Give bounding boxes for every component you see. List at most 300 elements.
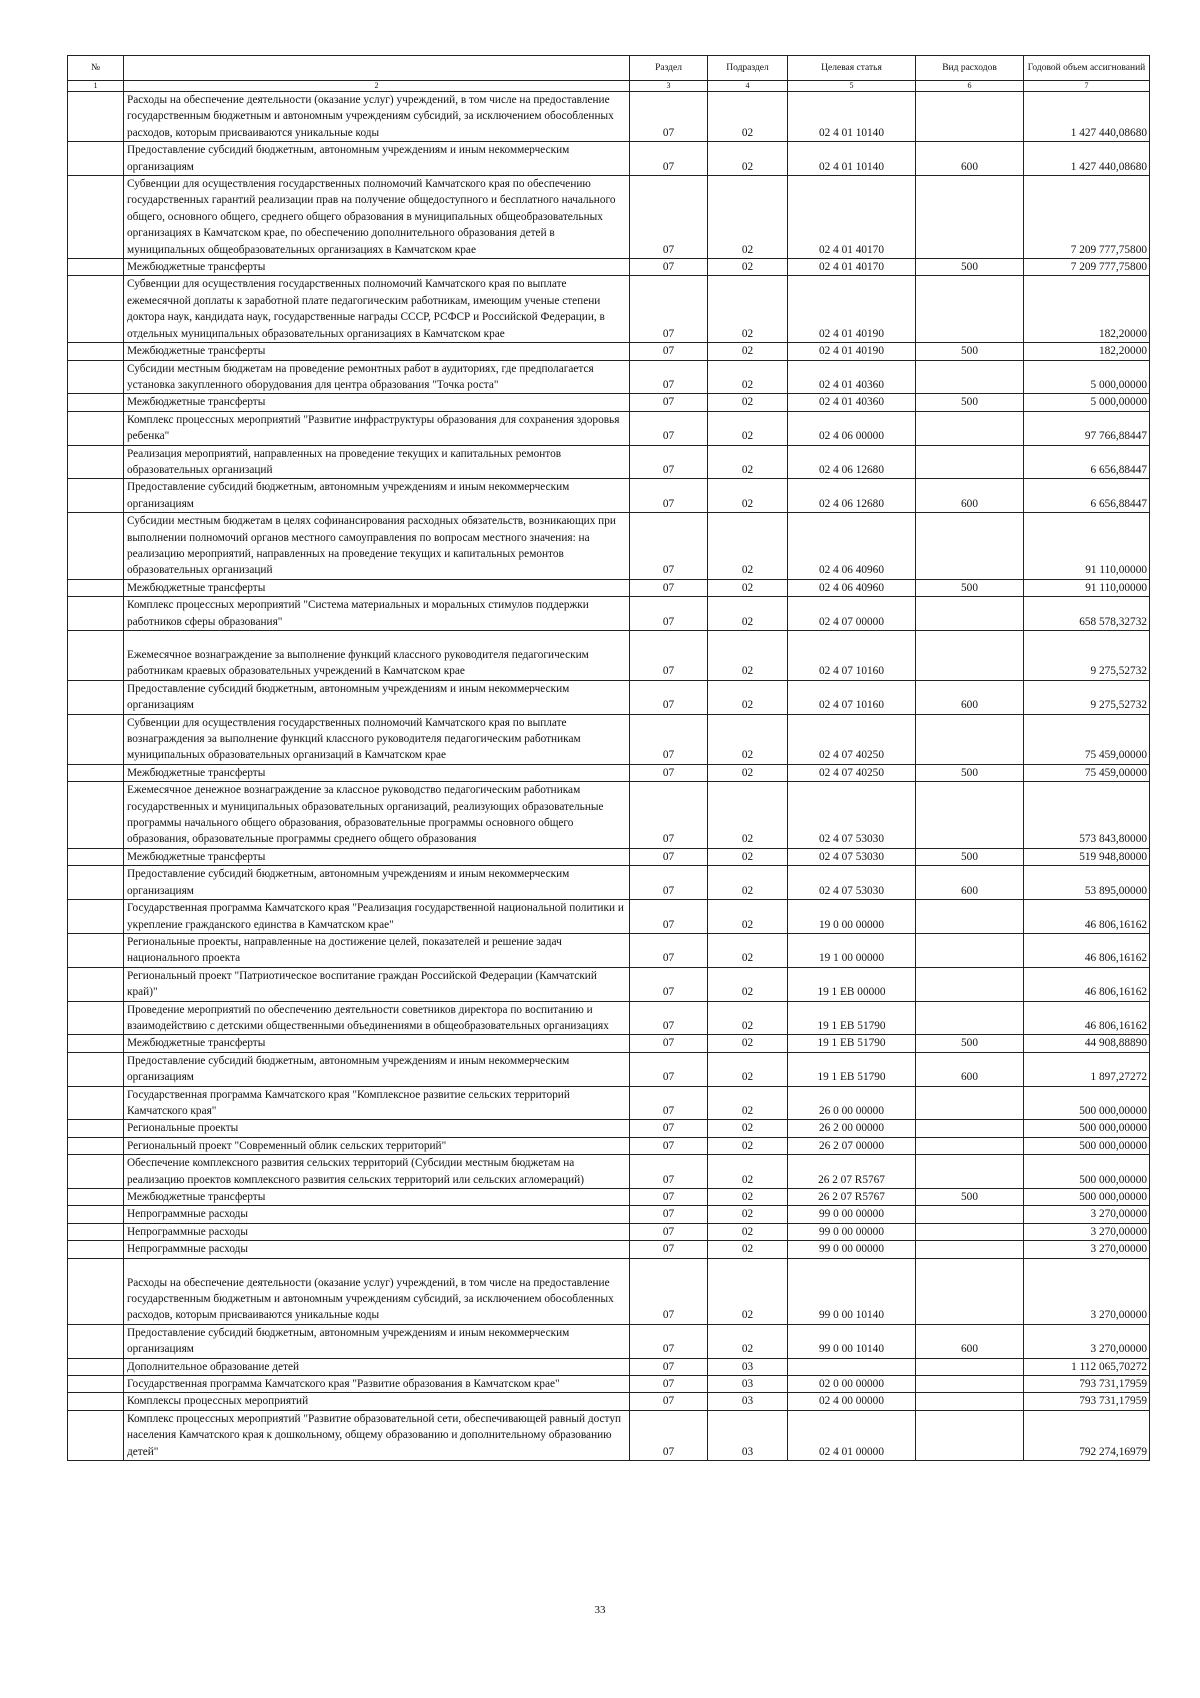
row-number bbox=[68, 1223, 124, 1240]
row-podrazdel: 02 bbox=[708, 394, 788, 411]
row-target-code: 02 4 07 53030 bbox=[788, 848, 916, 865]
row-podrazdel: 02 bbox=[708, 92, 788, 142]
row-razdel: 07 bbox=[630, 764, 708, 781]
row-amount: 792 274,16979 bbox=[1024, 1410, 1150, 1460]
row-target-code: 02 4 01 40360 bbox=[788, 360, 916, 394]
row-podrazdel: 02 bbox=[708, 900, 788, 934]
row-target-code: 02 4 06 00000 bbox=[788, 411, 916, 445]
table-row bbox=[68, 933, 1150, 967]
row-number bbox=[68, 1137, 124, 1154]
table-row bbox=[68, 680, 1150, 714]
row-razdel: 07 bbox=[630, 714, 708, 764]
row-name: Межбюджетные трансферты bbox=[124, 848, 630, 865]
row-podrazdel: 02 bbox=[708, 1324, 788, 1358]
row-expense-type: 600 bbox=[916, 479, 1024, 513]
row-amount: 500 000,00000 bbox=[1024, 1086, 1150, 1120]
row-target-code: 02 4 01 10140 bbox=[788, 142, 916, 176]
header-celevaya: Целевая статья bbox=[788, 56, 916, 81]
row-name: Региональный проект "Современный облик сельских территорий" bbox=[124, 1137, 630, 1154]
row-name: Непрограммные расходы bbox=[124, 1223, 630, 1240]
row-razdel: 07 bbox=[630, 597, 708, 631]
row-expense-type bbox=[916, 1410, 1024, 1460]
row-amount: 46 806,16162 bbox=[1024, 1001, 1150, 1035]
table-row bbox=[68, 1324, 1150, 1358]
row-expense-type bbox=[916, 631, 1024, 681]
row-number bbox=[68, 597, 124, 631]
table-row bbox=[68, 259, 1150, 276]
row-target-code: 19 1 ЕВ 51790 bbox=[788, 1035, 916, 1052]
row-name: Ежемесячное вознаграждение за выполнение функций классного руководителя педагогическим работникам краевых образовательных учреждений в Камчатском крае bbox=[124, 631, 630, 681]
row-amount: 6 656,88447 bbox=[1024, 479, 1150, 513]
row-number bbox=[68, 933, 124, 967]
row-razdel: 07 bbox=[630, 1001, 708, 1035]
row-expense-type: 600 bbox=[916, 1324, 1024, 1358]
row-razdel: 07 bbox=[630, 343, 708, 360]
row-expense-type: 500 bbox=[916, 848, 1024, 865]
row-amount: 91 110,00000 bbox=[1024, 579, 1150, 596]
row-podrazdel: 02 bbox=[708, 1035, 788, 1052]
row-number bbox=[68, 631, 124, 681]
row-razdel: 07 bbox=[630, 1155, 708, 1189]
row-razdel: 07 bbox=[630, 360, 708, 394]
row-number bbox=[68, 1324, 124, 1358]
row-target-code: 02 4 06 12680 bbox=[788, 479, 916, 513]
row-podrazdel: 02 bbox=[708, 597, 788, 631]
row-number bbox=[68, 1001, 124, 1035]
column-index: 7 bbox=[1024, 81, 1150, 92]
row-expense-type bbox=[916, 597, 1024, 631]
row-target-code: 02 4 07 00000 bbox=[788, 597, 916, 631]
row-amount: 500 000,00000 bbox=[1024, 1155, 1150, 1189]
row-razdel: 07 bbox=[630, 92, 708, 142]
table-row bbox=[68, 1001, 1150, 1035]
table-row bbox=[68, 900, 1150, 934]
table-row bbox=[68, 631, 1150, 681]
page-number: 33 bbox=[594, 1604, 606, 1616]
row-number bbox=[68, 1393, 124, 1410]
row-name: Комплексы процессных мероприятий bbox=[124, 1393, 630, 1410]
row-target-code: 02 4 01 40360 bbox=[788, 394, 916, 411]
row-podrazdel: 02 bbox=[708, 411, 788, 445]
row-expense-type bbox=[916, 782, 1024, 849]
row-razdel: 07 bbox=[630, 176, 708, 259]
row-podrazdel: 02 bbox=[708, 631, 788, 681]
row-podrazdel: 02 bbox=[708, 1223, 788, 1240]
row-name: Государственная программа Камчатского края "Комплексное развитие сельских территорий Камчатского края" bbox=[124, 1086, 630, 1120]
row-number bbox=[68, 848, 124, 865]
row-podrazdel: 02 bbox=[708, 276, 788, 343]
column-index: 2 bbox=[124, 81, 630, 92]
row-name: Межбюджетные трансферты bbox=[124, 343, 630, 360]
header-row bbox=[68, 56, 1150, 81]
row-expense-type bbox=[916, 445, 1024, 479]
row-expense-type: 600 bbox=[916, 1052, 1024, 1086]
row-target-code: 99 0 00 10140 bbox=[788, 1258, 916, 1324]
row-podrazdel: 02 bbox=[708, 714, 788, 764]
row-amount: 75 459,00000 bbox=[1024, 764, 1150, 781]
row-podrazdel: 02 bbox=[708, 782, 788, 849]
row-name: Дополнительное образование детей bbox=[124, 1358, 630, 1375]
row-number bbox=[68, 866, 124, 900]
row-target-code: 02 4 07 40250 bbox=[788, 764, 916, 781]
row-razdel: 07 bbox=[630, 866, 708, 900]
table-row bbox=[68, 848, 1150, 865]
row-number bbox=[68, 714, 124, 764]
row-expense-type: 500 bbox=[916, 1189, 1024, 1206]
row-razdel: 07 bbox=[630, 1376, 708, 1393]
row-number bbox=[68, 1376, 124, 1393]
row-name: Предоставление субсидий бюджетным, автономным учреждениям и иным некоммерческим организациям bbox=[124, 866, 630, 900]
row-expense-type bbox=[916, 1241, 1024, 1258]
row-number bbox=[68, 394, 124, 411]
row-razdel: 07 bbox=[630, 1035, 708, 1052]
row-target-code: 26 2 07 00000 bbox=[788, 1137, 916, 1154]
row-amount: 9 275,52732 bbox=[1024, 631, 1150, 681]
row-expense-type bbox=[916, 933, 1024, 967]
row-target-code: 02 4 01 40170 bbox=[788, 176, 916, 259]
row-expense-type bbox=[916, 1206, 1024, 1223]
budget-sheet bbox=[67, 55, 1149, 1461]
row-expense-type: 500 bbox=[916, 764, 1024, 781]
table-row bbox=[68, 1376, 1150, 1393]
row-name: Предоставление субсидий бюджетным, автономным учреждениям и иным некоммерческим организациям bbox=[124, 479, 630, 513]
row-target-code bbox=[788, 1358, 916, 1375]
row-name: Межбюджетные трансферты bbox=[124, 764, 630, 781]
row-expense-type bbox=[916, 92, 1024, 142]
row-razdel: 07 bbox=[630, 933, 708, 967]
row-podrazdel: 02 bbox=[708, 1086, 788, 1120]
row-name: Расходы на обеспечение деятельности (оказание услуг) учреждений, в том числе на предоставление государственным бюджетным и автономным учреждениям субсидий, за исключением обособленных расходов, которым присваиваются уникальные коды bbox=[124, 1258, 630, 1324]
row-expense-type bbox=[916, 1137, 1024, 1154]
row-expense-type bbox=[916, 176, 1024, 259]
row-podrazdel: 02 bbox=[708, 1206, 788, 1223]
row-target-code: 02 4 07 53030 bbox=[788, 866, 916, 900]
row-number bbox=[68, 360, 124, 394]
row-number bbox=[68, 579, 124, 596]
row-expense-type bbox=[916, 1155, 1024, 1189]
row-razdel: 07 bbox=[630, 1137, 708, 1154]
row-name: Обеспечение комплексного развития сельских территорий (Субсидии местным бюджетам на реализацию проектов комплексного развития сельских территорий или сельских агломераций) bbox=[124, 1155, 630, 1189]
header-no: № bbox=[68, 56, 124, 81]
row-number bbox=[68, 259, 124, 276]
row-number bbox=[68, 764, 124, 781]
row-name: Межбюджетные трансферты bbox=[124, 1035, 630, 1052]
header-name bbox=[124, 56, 630, 81]
row-expense-type bbox=[916, 411, 1024, 445]
row-number bbox=[68, 513, 124, 580]
row-name: Межбюджетные трансферты bbox=[124, 1189, 630, 1206]
row-expense-type bbox=[916, 1223, 1024, 1240]
row-amount: 5 000,00000 bbox=[1024, 360, 1150, 394]
row-podrazdel: 02 bbox=[708, 967, 788, 1001]
table-row bbox=[68, 513, 1150, 580]
column-index: 6 bbox=[916, 81, 1024, 92]
row-target-code: 02 0 00 00000 bbox=[788, 1376, 916, 1393]
header-podrazdel: Подраздел bbox=[708, 56, 788, 81]
row-name: Предоставление субсидий бюджетным, автономным учреждениям и иным некоммерческим организациям bbox=[124, 1324, 630, 1358]
row-name: Реализация мероприятий, направленных на проведение текущих и капитальных ремонтов образовательных организаций bbox=[124, 445, 630, 479]
row-podrazdel: 02 bbox=[708, 513, 788, 580]
row-amount: 9 275,52732 bbox=[1024, 680, 1150, 714]
row-amount: 519 948,80000 bbox=[1024, 848, 1150, 865]
row-name: Непрограммные расходы bbox=[124, 1206, 630, 1223]
row-number bbox=[68, 176, 124, 259]
row-expense-type: 500 bbox=[916, 259, 1024, 276]
row-amount: 97 766,88447 bbox=[1024, 411, 1150, 445]
table-row bbox=[68, 782, 1150, 849]
row-target-code: 02 4 06 40960 bbox=[788, 579, 916, 596]
row-amount: 1 897,27272 bbox=[1024, 1052, 1150, 1086]
row-name: Расходы на обеспечение деятельности (оказание услуг) учреждений, в том числе на предоставление государственным бюджетным и автономным учреждениям субсидий, за исключением обособленных расходов, которым присваиваются уникальные коды bbox=[124, 92, 630, 142]
table-row bbox=[68, 967, 1150, 1001]
row-target-code: 19 1 ЕВ 51790 bbox=[788, 1052, 916, 1086]
row-razdel: 07 bbox=[630, 782, 708, 849]
row-target-code: 02 4 07 10160 bbox=[788, 680, 916, 714]
row-razdel: 07 bbox=[630, 1258, 708, 1324]
row-podrazdel: 02 bbox=[708, 579, 788, 596]
row-expense-type: 600 bbox=[916, 680, 1024, 714]
row-razdel: 07 bbox=[630, 1120, 708, 1137]
row-expense-type bbox=[916, 1393, 1024, 1410]
row-razdel: 07 bbox=[630, 276, 708, 343]
row-target-code: 02 4 07 40250 bbox=[788, 714, 916, 764]
table-row bbox=[68, 360, 1150, 394]
row-expense-type bbox=[916, 714, 1024, 764]
row-name: Региональный проект "Патриотическое воспитание граждан Российской Федерации (Камчатский край)" bbox=[124, 967, 630, 1001]
table-row bbox=[68, 1035, 1150, 1052]
row-podrazdel: 02 bbox=[708, 866, 788, 900]
table-row bbox=[68, 1258, 1150, 1324]
row-podrazdel: 02 bbox=[708, 1241, 788, 1258]
row-amount: 5 000,00000 bbox=[1024, 394, 1150, 411]
row-number bbox=[68, 445, 124, 479]
row-target-code: 99 0 00 00000 bbox=[788, 1223, 916, 1240]
row-podrazdel: 02 bbox=[708, 933, 788, 967]
row-podrazdel: 02 bbox=[708, 142, 788, 176]
row-expense-type bbox=[916, 1376, 1024, 1393]
row-podrazdel: 02 bbox=[708, 259, 788, 276]
row-target-code: 02 4 07 53030 bbox=[788, 782, 916, 849]
row-target-code: 26 2 07 R5767 bbox=[788, 1189, 916, 1206]
row-target-code: 19 1 00 00000 bbox=[788, 933, 916, 967]
row-name: Предоставление субсидий бюджетным, автономным учреждениям и иным некоммерческим организациям bbox=[124, 142, 630, 176]
row-amount: 3 270,00000 bbox=[1024, 1258, 1150, 1324]
row-podrazdel: 02 bbox=[708, 176, 788, 259]
header-razdel: Раздел bbox=[630, 56, 708, 81]
row-razdel: 07 bbox=[630, 1410, 708, 1460]
table-row bbox=[68, 1052, 1150, 1086]
row-name: Проведение мероприятий по обеспечению деятельности советников директора по воспитанию и взаимодействию с детскими общественными объединениями в общеобразовательных организациях bbox=[124, 1001, 630, 1035]
row-number bbox=[68, 1206, 124, 1223]
row-amount: 500 000,00000 bbox=[1024, 1120, 1150, 1137]
column-index: 3 bbox=[630, 81, 708, 92]
row-razdel: 07 bbox=[630, 848, 708, 865]
row-target-code: 02 4 01 40190 bbox=[788, 343, 916, 360]
row-target-code: 02 4 06 40960 bbox=[788, 513, 916, 580]
row-number bbox=[68, 680, 124, 714]
row-razdel: 07 bbox=[630, 1086, 708, 1120]
row-amount: 658 578,32732 bbox=[1024, 597, 1150, 631]
row-podrazdel: 03 bbox=[708, 1376, 788, 1393]
row-target-code: 02 4 01 40170 bbox=[788, 259, 916, 276]
row-target-code: 99 0 00 10140 bbox=[788, 1324, 916, 1358]
table-row bbox=[68, 1155, 1150, 1189]
row-razdel: 07 bbox=[630, 513, 708, 580]
table-row bbox=[68, 1120, 1150, 1137]
table-row bbox=[68, 714, 1150, 764]
row-number bbox=[68, 1155, 124, 1189]
row-target-code: 26 2 00 00000 bbox=[788, 1120, 916, 1137]
row-razdel: 07 bbox=[630, 1324, 708, 1358]
row-name: Субвенции для осуществления государственных полномочий Камчатского края по обеспечению государственных гарантий реализации прав на получение общедоступного и бесплатного начального общего, основного общего, среднего общего образования в муниципальных общеобразовательных организациях в Камчатском крае, по обеспечению дополнительного образования детей в муниципальных общеобразовательных организациях в Камчатском крае bbox=[124, 176, 630, 259]
row-podrazdel: 02 bbox=[708, 680, 788, 714]
row-podrazdel: 02 bbox=[708, 360, 788, 394]
row-razdel: 07 bbox=[630, 142, 708, 176]
row-amount: 182,20000 bbox=[1024, 343, 1150, 360]
row-razdel: 07 bbox=[630, 680, 708, 714]
row-expense-type: 600 bbox=[916, 866, 1024, 900]
row-name: Межбюджетные трансферты bbox=[124, 259, 630, 276]
row-razdel: 07 bbox=[630, 1223, 708, 1240]
row-name: Региональные проекты bbox=[124, 1120, 630, 1137]
row-razdel: 07 bbox=[630, 1358, 708, 1375]
row-amount: 3 270,00000 bbox=[1024, 1324, 1150, 1358]
row-podrazdel: 02 bbox=[708, 343, 788, 360]
row-expense-type: 600 bbox=[916, 142, 1024, 176]
row-name: Субсидии местным бюджетам на проведение ремонтных работ в аудиториях, где предполагается установка закупленного оборудования для центра образования "Точка роста" bbox=[124, 360, 630, 394]
table-row bbox=[68, 1410, 1150, 1460]
row-razdel: 07 bbox=[630, 411, 708, 445]
row-name: Субвенции для осуществления государственных полномочий Камчатского края по выплате вознаграждения за выполнение функций классного руководителя педагогическим работникам муниципальных образовательных организаций в Камчатском крае bbox=[124, 714, 630, 764]
row-number bbox=[68, 1241, 124, 1258]
table-row bbox=[68, 411, 1150, 445]
row-name: Комплекс процессных мероприятий "Развитие инфраструктуры образования для сохранения здоровья ребенка" bbox=[124, 411, 630, 445]
row-amount: 53 895,00000 bbox=[1024, 866, 1150, 900]
row-expense-type bbox=[916, 360, 1024, 394]
budget-table bbox=[67, 55, 1150, 1461]
row-number bbox=[68, 343, 124, 360]
row-amount: 182,20000 bbox=[1024, 276, 1150, 343]
row-amount: 1 427 440,08680 bbox=[1024, 92, 1150, 142]
table-row bbox=[68, 579, 1150, 596]
row-expense-type bbox=[916, 1358, 1024, 1375]
row-name: Субвенции для осуществления государственных полномочий Камчатского края по выплате ежемесячной доплаты к заработной плате педагогическим работникам, имеющим ученые степени доктора наук, кандидата наук, государственные награды СССР, РСФСР и Российской Федерации, в отдельных муниципальных образовательных организациях в Камчатском крае bbox=[124, 276, 630, 343]
row-number bbox=[68, 1035, 124, 1052]
row-razdel: 07 bbox=[630, 1206, 708, 1223]
row-amount: 3 270,00000 bbox=[1024, 1241, 1150, 1258]
header-vid: Вид расходов bbox=[916, 56, 1024, 81]
table-body bbox=[68, 92, 1150, 1461]
row-podrazdel: 03 bbox=[708, 1358, 788, 1375]
row-amount: 7 209 777,75800 bbox=[1024, 259, 1150, 276]
row-amount: 3 270,00000 bbox=[1024, 1206, 1150, 1223]
table-row bbox=[68, 343, 1150, 360]
row-podrazdel: 02 bbox=[708, 445, 788, 479]
row-number bbox=[68, 276, 124, 343]
row-name: Предоставление субсидий бюджетным, автономным учреждениям и иным некоммерческим организациям bbox=[124, 1052, 630, 1086]
table-row bbox=[68, 764, 1150, 781]
row-razdel: 07 bbox=[630, 479, 708, 513]
row-razdel: 07 bbox=[630, 394, 708, 411]
row-amount: 1 427 440,08680 bbox=[1024, 142, 1150, 176]
row-number bbox=[68, 1410, 124, 1460]
row-amount: 793 731,17959 bbox=[1024, 1376, 1150, 1393]
row-target-code: 19 1 ЕВ 00000 bbox=[788, 967, 916, 1001]
row-podrazdel: 02 bbox=[708, 1189, 788, 1206]
row-name: Предоставление субсидий бюджетным, автономным учреждениям и иным некоммерческим организациям bbox=[124, 680, 630, 714]
row-expense-type bbox=[916, 1086, 1024, 1120]
row-razdel: 07 bbox=[630, 259, 708, 276]
table-row bbox=[68, 394, 1150, 411]
row-amount: 6 656,88447 bbox=[1024, 445, 1150, 479]
row-number bbox=[68, 900, 124, 934]
row-target-code: 26 2 07 R5767 bbox=[788, 1155, 916, 1189]
row-name: Комплекс процессных мероприятий "Система материальных и моральных стимулов поддержки работников сферы образования" bbox=[124, 597, 630, 631]
row-expense-type bbox=[916, 900, 1024, 934]
row-expense-type bbox=[916, 513, 1024, 580]
row-podrazdel: 02 bbox=[708, 479, 788, 513]
table-row bbox=[68, 176, 1150, 259]
column-index: 5 bbox=[788, 81, 916, 92]
row-number bbox=[68, 1189, 124, 1206]
row-number bbox=[68, 1258, 124, 1324]
row-target-code: 19 1 ЕВ 51790 bbox=[788, 1001, 916, 1035]
row-podrazdel: 02 bbox=[708, 1155, 788, 1189]
row-amount: 3 270,00000 bbox=[1024, 1223, 1150, 1240]
row-expense-type: 500 bbox=[916, 343, 1024, 360]
row-podrazdel: 02 bbox=[708, 764, 788, 781]
row-podrazdel: 03 bbox=[708, 1410, 788, 1460]
row-target-code: 02 4 01 40190 bbox=[788, 276, 916, 343]
row-podrazdel: 03 bbox=[708, 1393, 788, 1410]
row-target-code: 99 0 00 00000 bbox=[788, 1206, 916, 1223]
table-row bbox=[68, 445, 1150, 479]
table-row bbox=[68, 276, 1150, 343]
row-number bbox=[68, 1086, 124, 1120]
row-name: Непрограммные расходы bbox=[124, 1241, 630, 1258]
row-razdel: 07 bbox=[630, 1393, 708, 1410]
row-podrazdel: 02 bbox=[708, 1258, 788, 1324]
row-amount: 500 000,00000 bbox=[1024, 1137, 1150, 1154]
table-row bbox=[68, 479, 1150, 513]
table-row bbox=[68, 866, 1150, 900]
row-target-code: 26 0 00 00000 bbox=[788, 1086, 916, 1120]
table-row bbox=[68, 1223, 1150, 1240]
row-target-code: 02 4 01 00000 bbox=[788, 1410, 916, 1460]
row-podrazdel: 02 bbox=[708, 848, 788, 865]
table-row bbox=[68, 1137, 1150, 1154]
table-row bbox=[68, 1086, 1150, 1120]
table-row bbox=[68, 1189, 1150, 1206]
row-number bbox=[68, 1120, 124, 1137]
row-name: Государственная программа Камчатского края "Реализация государственной национальной политики и укрепление гражданского единства в Камчатском крае" bbox=[124, 900, 630, 934]
row-number bbox=[68, 1052, 124, 1086]
table-row bbox=[68, 92, 1150, 142]
row-name: Межбюджетные трансферты bbox=[124, 394, 630, 411]
row-razdel: 07 bbox=[630, 900, 708, 934]
column-index: 1 bbox=[68, 81, 124, 92]
row-razdel: 07 bbox=[630, 445, 708, 479]
table-row bbox=[68, 597, 1150, 631]
row-number bbox=[68, 1358, 124, 1375]
header-obyem: Годовой объем ассигнований bbox=[1024, 56, 1150, 81]
row-name: Региональные проекты, направленные на достижение целей, показателей и решение задач национального проекта bbox=[124, 933, 630, 967]
row-number bbox=[68, 92, 124, 142]
row-name: Ежемесячное денежное вознаграждение за классное руководство педагогическим работникам государственных и муниципальных образовательных организаций, реализующих образовательные программы начального общего образования, образовательные программы основного общего образования, образовательные программы среднего общего образования bbox=[124, 782, 630, 849]
row-razdel: 07 bbox=[630, 579, 708, 596]
row-podrazdel: 02 bbox=[708, 1052, 788, 1086]
row-amount: 91 110,00000 bbox=[1024, 513, 1150, 580]
